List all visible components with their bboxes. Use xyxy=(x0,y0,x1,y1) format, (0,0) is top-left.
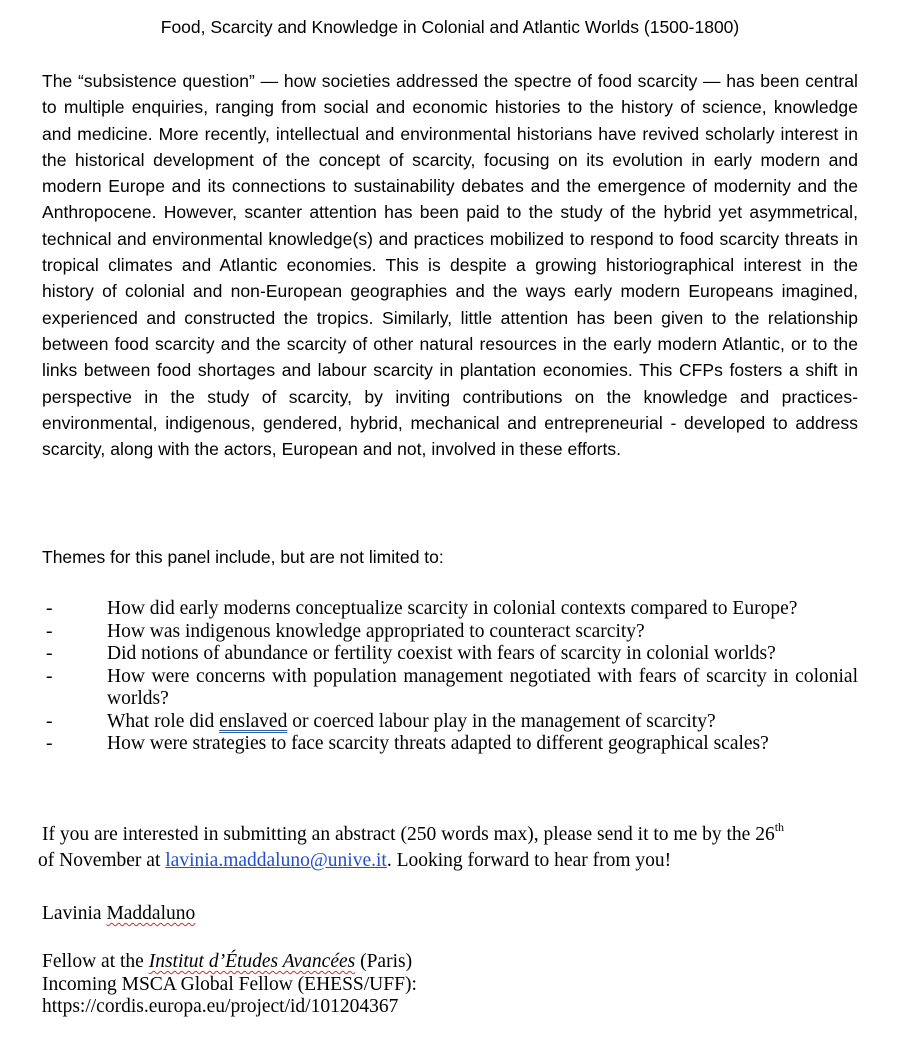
signature-block xyxy=(42,951,417,1019)
question-text: How did early moderns conceptualize scarcity in colonial contexts compared to Europe? xyxy=(107,598,798,619)
question-text-end: or coerced labour play in the management of scarcity? xyxy=(287,710,716,732)
submission-text: If you are interested in submitting an abstract (250 words max), please send it to me by the 26 xyxy=(42,824,775,845)
question-text: How were strategies to face scarcity threats adapted to different geographical scales? xyxy=(107,733,769,754)
ordinal-suffix: th xyxy=(774,819,785,834)
submission-closing: . Looking forward to hear from you! xyxy=(386,850,672,871)
project-url[interactable]: https://cordis.europa.eu/project/id/101204367 xyxy=(42,996,399,1017)
fellow-line xyxy=(42,951,417,974)
submission-text-2: of November at xyxy=(38,850,166,871)
question-item xyxy=(42,598,858,621)
list-marker: - xyxy=(46,665,53,687)
institute-name: Institut d’Études Avancées xyxy=(148,951,356,972)
fellow-suffix: (Paris) xyxy=(355,951,413,972)
question-text: How were concerns with population management negotiated with fears of scarcity in colonial worlds? xyxy=(107,665,858,709)
list-marker: - xyxy=(46,733,53,754)
question-text: Did notions of abundance or fertility coexist with fears of scarcity in colonial worlds? xyxy=(107,643,776,664)
question-text: How was indigenous knowledge appropriated to counteract scarcity? xyxy=(107,620,645,642)
body-paragraph: The “subsistence question” — how societies addressed the spectre of food scarcity — has been central to multiple enquiries, ranging from social and economic histories to the history of science, knowledge and medicine. More recently, intellectual and environmental historians have revived scholarly interest in the historical development of the concept of scarcity, focusing on its evolution in early modern and modern Europe and its connections to sustainability debates and the emergence of modernity and the Anthropocene. However, scanter attention has been paid to the study of the hybrid yet asymmetrical, technical and environmental knowledge(s) and practices mobilized to respond to food scarcity threats in tropical climates and Atlantic economies. This is despite a growing historiographical interest in the history of colonial and non-European geographies and the ways early modern Europeans imagined, experienced and constructed the tropics. Similarly, little attention has been given to the relationship between food scarcity and the scarcity of other natural resources in the early modern Atlantic, or to the links between food shortages and labour scarcity in plantation economies. This CFPs fosters a shift in perspective in the study of scarcity, by inviting contributions on the knowledge and practices- environmental, indigenous, gendered, hybrid, mechanical and entrepreneurial - developed to address scarcity, along with the actors, European and not, involved in these efforts. xyxy=(42,71,858,460)
question-list xyxy=(42,598,858,756)
list-marker: - xyxy=(46,710,53,732)
question-item xyxy=(42,621,858,644)
email-link[interactable]: lavinia.maddaluno@unive.it xyxy=(165,850,387,871)
fellow-prefix: Fellow at the xyxy=(42,951,149,972)
grammar-flagged-word: enslaved xyxy=(219,710,288,732)
question-item xyxy=(42,666,858,711)
author-name xyxy=(42,902,195,926)
author-first-name: Lavinia xyxy=(42,903,102,924)
question-item xyxy=(42,711,858,734)
question-item xyxy=(42,643,858,666)
list-marker: - xyxy=(46,598,53,619)
submission-paragraph xyxy=(38,819,858,874)
question-text-start: What role did xyxy=(107,710,220,732)
list-marker: - xyxy=(46,620,53,642)
document-title: Food, Scarcity and Knowledge in Colonial and Atlantic Worlds (1500-1800) xyxy=(160,17,740,37)
msca-line: Incoming MSCA Global Fellow (EHESS/UFF): xyxy=(42,973,417,995)
author-last-name: Maddaluno xyxy=(106,903,196,924)
question-item xyxy=(42,733,858,756)
themes-intro: Themes for this panel include, but are not limited to: xyxy=(42,547,444,567)
list-marker: - xyxy=(46,643,53,664)
